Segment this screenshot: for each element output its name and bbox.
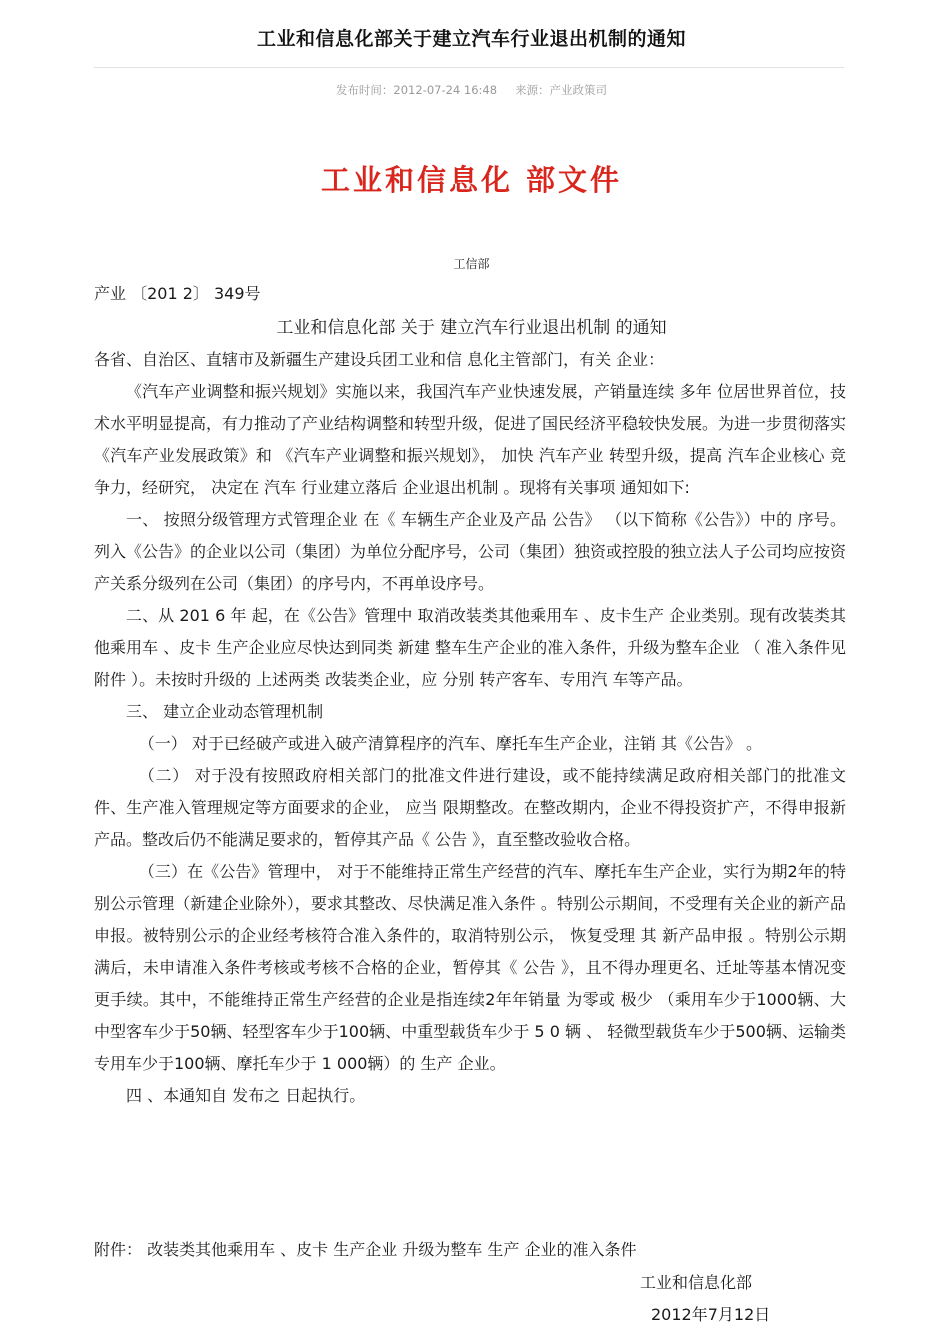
body-paragraph-item-4: 四 、本通知自 发布之 日起执行。 [126,1086,366,1105]
body-paragraph-item-3-1: （一） 对于已经破产或进入破产清算程序的汽车、摩托车生产企业，注销 其《公告》 。 [138,734,763,753]
document-body [94,344,846,1112]
red-document-header: 工业和信息化 部文件 [320,163,623,197]
body-paragraph-intro: 《汽车产业调整和振兴规划》实施以来，我国汽车产业快速发展，产销量连续 多年 位居世界首位，技术水平明显提高，有力推动了产业结构调整和转型升级，促进了国民经济平稳较快发展。为进一步贯彻落实《汽车产业发展政策》和 《汽车产业调整和振兴规划》， 加快 汽车产业 转型升级，提高 汽车企业核心 竞争力，经研究， 决定在 汽车 行业建立落后 企业退出机制 。现将有关事项 通知如下: [94,382,847,497]
body-paragraph-item-3-3: （三）在《公告》管理中， 对于不能维持正常生产经营的汽车、摩托车生产企业，实行为期2年的特别公示管理（新建企业除外），要求其整改、尽快满足准入条件 。特别公示期间，不受理有关企业的新产品申报。被特别公示的企业经考核符合准入条件的，取消特别公示， 恢复受理 其 新产品申报 。特别公示期满后，未申请准入条件考核或考核不合格的企业，暂停其《 公告 》，且不得办理更名、迁址等基本情况变更手续。其中，不能维持正常生产经营的企业是指连续2年年销量 为零或 极少 （乘用车少于1000辆、大中型客车少于50辆、轻型客车少于100辆、中重型载货车少于 5 0 辆 、 轻微型载货车少于500辆、运输类专用车少于100辆、摩托车少于 1 000辆）的 生产 企业。 [94,862,846,1073]
article-title: 工业和信息化部关于建立汽车行业退出机制的通知 [256,28,686,50]
body-paragraph-item-3-2: （二） 对于没有按照政府相关部门的批准文件进行建设，或不能持续满足政府相关部门的批准文件、生产准入管理规定等方面要求的企业， 应当 限期整改。在整改期内，企业不得投资扩产，不得申报新产品。整改后仍不能满足要求的，暂停其产品《 公告 》，直至整改验收合格。 [94,766,846,849]
issuer-label: 工信部 [453,257,490,271]
body-paragraph-item-3-heading: 三、 建立企业动态管理机制 [126,702,324,721]
publish-time: 发布时间：2012-07-24 16:48 [335,83,498,97]
signature-date: 2012年7月12日 [651,1305,771,1324]
document-number: 产业 〔201 2〕 349号 [94,284,261,303]
body-paragraph-item-1: 一、 按照分级管理方式管理企业 在《 车辆生产企业及产品 公告》 （以下简称《公告》）中的 序号。列入《公告》的企业以公司（集团）为单位分配序号，公司（集团）独资或控股的独立法人子公司均应按资产关系分级列在公司（集团）的序号内，不再单设序号。 [94,510,847,593]
article-source: 来源：产业政策司 [515,83,608,97]
title-divider [94,67,844,68]
attachment-line: 附件： 改装类其他乘用车 、皮卡 生产企业 升级为整车 生产 企业的准入条件 [94,1240,637,1259]
body-paragraph-item-2: 二、从 201 6 年 起，在《公告》管理中 取消改装类其他乘用车 、皮卡生产 企业类别。现有改装类其他乘用车 、皮卡 生产企业应尽快达到同类 新建 整车生产企业的准入条件，升级为整车企业 （ 准入条件见附件 ）。未按时升级的 上述两类 改装类企业，应 分别 转产客车、专用汽 车等产品。 [94,606,846,689]
document-heading: 工业和信息化部 关于 建立汽车行业退出机制 的通知 [276,318,667,338]
salutation: 各省、自治区、直辖市及新疆生产建设兵团工业和信 息化主管部门，有关 企业： [94,350,665,369]
article-meta [0,82,943,98]
signature-org: 工业和信息化部 [640,1273,753,1292]
